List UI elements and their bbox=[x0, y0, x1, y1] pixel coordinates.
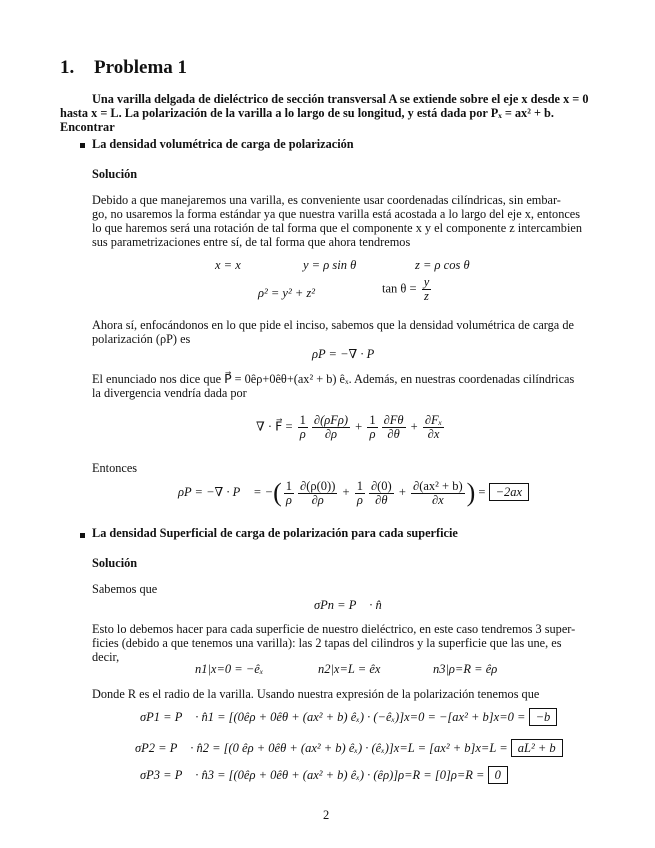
eq-z: z = ρ cos θ bbox=[415, 258, 470, 272]
eq-final-c bbox=[355, 480, 365, 507]
eq-div-t1 bbox=[298, 414, 308, 441]
item1-para1-line3: lo que haremos será una rotación de tal forma que el componente x y el componente z intercambien bbox=[92, 221, 582, 235]
item2-heading: La densidad Superficial de carga de polarización para cada superficie bbox=[92, 526, 458, 540]
eq-tan-num: y bbox=[423, 275, 430, 289]
section-number: 1. bbox=[60, 57, 75, 78]
section-title: Problema 1 bbox=[94, 57, 188, 78]
eq-final-d-num: ∂(0) bbox=[370, 478, 392, 493]
intro-line-1: Una varilla delgada de dieléctrico de sección transversal A se extiende sobre el eje x desde x = 0 bbox=[92, 92, 589, 106]
eq-final-b-num: ∂(ρ(0)) bbox=[300, 478, 336, 493]
section-heading bbox=[60, 57, 187, 79]
item2-para1-line1: Esto lo debemos hacer para cada superficie de nuestro dieléctrico, en este caso tendremos 3 super- bbox=[92, 622, 576, 636]
eq-n2: n2|x=L = êx bbox=[318, 662, 381, 676]
eq-div-lhs: ∇ · F⃗ = bbox=[256, 419, 293, 434]
result-box-rhoP: −2ax bbox=[489, 483, 529, 501]
eq-final-e-num: ∂(ax² + b) bbox=[413, 478, 463, 493]
eq-div-t1-num: 1 bbox=[299, 413, 306, 427]
eq-div-t2b-num: ∂Fθ bbox=[383, 413, 404, 427]
result-box-sigma3: 0 bbox=[488, 766, 508, 784]
eq-div-t3-num: ∂Fₓ bbox=[424, 413, 443, 427]
entonces-label: Entonces bbox=[92, 461, 138, 475]
eq-sigma2 bbox=[135, 741, 563, 756]
eq-final-c-num: 1 bbox=[356, 478, 363, 493]
eq-rhoP-final: ρP = −∇ · P⃗ = −( $\frac{1}{\rho}$ $\frac{\partial(\rho(0))}{\partial\rho}$ + $\frac{1}{\rho}$ $\frac{\partial(0)}{\partial\theta}$ + $\frac{\text{∂(ax² + b)}}{\partial x}$ ) = −2ax bbox=[178, 478, 529, 508]
eq-final-a bbox=[284, 480, 294, 507]
result-box-sigma1: −b bbox=[529, 708, 558, 726]
bullet-icon bbox=[80, 143, 85, 148]
intro-line-3: Encontrar bbox=[60, 120, 115, 134]
eq-rho: ρ² = y² + z² bbox=[258, 286, 316, 300]
eq-final-lhs: ρP = −∇ · P⃗ = − bbox=[178, 484, 274, 499]
eq-sigma3 bbox=[140, 768, 508, 783]
item2-para2: Donde R es el radio de la varilla. Usando nuestra expresión de la polarización tenemos que bbox=[92, 687, 540, 701]
item1-para3-line1: El enunciado nos dice que P⃗ = 0êρ+0êθ+(ax² + b) êₓ. Además, en nuestras coordenadas cilíndricas bbox=[92, 372, 575, 386]
item1-para1-line1: Debido a que manejaremos una varilla, es conveniente usar coordenadas cilíndricas, sin embar- bbox=[92, 193, 561, 207]
result-box-sigma2: aL² + b bbox=[511, 739, 563, 757]
eq-sigma3-text: σP3 = P⃗ · n̂3 = [(0êρ + 0êθ + (ax² + b) êₓ) · (êρ)]ρ=R = [0]ρ=R = bbox=[140, 768, 485, 782]
eq-final-e bbox=[411, 480, 465, 507]
item1-para1-line2: go, no usaremos la forma estándar ya que nuestra varilla está acostada a lo largo del eje x, entonces bbox=[92, 207, 581, 221]
eq-final-a-den: ρ bbox=[284, 493, 294, 507]
eq-tan-lhs: tan θ = bbox=[382, 281, 417, 296]
eq-div-t1b-den: ∂ρ bbox=[312, 427, 350, 441]
eq-final-d-den: ∂θ bbox=[369, 493, 394, 507]
eq-div-t2b-den: ∂θ bbox=[382, 427, 406, 441]
eq-n1: n1|x=0 = −êₓ bbox=[195, 662, 264, 676]
item1-para2-line2: polarización (ρP) es bbox=[92, 332, 191, 346]
eq-div-t1-den: ρ bbox=[298, 427, 308, 441]
eq-div-t2-num: 1 bbox=[369, 413, 376, 427]
eq-final-e-den: ∂x bbox=[411, 493, 465, 507]
page-number: 2 bbox=[323, 808, 330, 822]
eq-tan-frac bbox=[422, 276, 432, 303]
eq-divergence: ∇ · F⃗ = $\frac{1}{\rho}$ $\frac{\text{∂(ρFρ)}}{\partial\rho}$ + $\frac{1}{\rho}$ $\frac{\partial F\theta}{\partial\theta}$ + $\frac{\text{∂Fₓ}}{\partial x}$ bbox=[256, 413, 443, 441]
eq-div-t2b bbox=[382, 414, 406, 441]
eq-div-t1b bbox=[312, 414, 350, 441]
eq-x: x = x bbox=[215, 258, 241, 272]
item1-heading: La densidad volumétrica de carga de polarización bbox=[92, 137, 354, 151]
eq-final-c-den: ρ bbox=[355, 493, 365, 507]
item1-solution-label: Solución bbox=[92, 167, 138, 181]
eq-sigma1-text: σP1 = P⃗ · n̂1 = [(0êρ + 0êθ + (ax² + b) êₓ) · (−êₓ)]x=0 = −[ax² + b]x=0 = bbox=[140, 710, 526, 724]
item2-solution-label: Solución bbox=[92, 556, 138, 570]
paren-close-icon: ) bbox=[466, 478, 476, 507]
intro-line-2: hasta x = L. La polarización de la varilla a lo largo de su longitud, y está dada por Pₓ = ax² + b. bbox=[60, 106, 554, 120]
eq-div-t3 bbox=[423, 414, 444, 441]
eq-rhoP: ρP = −∇ · P⃗ bbox=[312, 347, 384, 361]
eq-tan bbox=[382, 276, 433, 303]
eq-final-b bbox=[298, 480, 337, 507]
eq-div-t2 bbox=[367, 414, 377, 441]
eq-y: y = ρ sin θ bbox=[303, 258, 357, 272]
eq-div-t2-den: ρ bbox=[367, 427, 377, 441]
item1-para2-line1: Ahora sí, enfocándonos en lo que pide el inciso, sabemos que la densidad volumétrica de carga de bbox=[92, 318, 574, 332]
eq-n3: n3|ρ=R = êρ bbox=[433, 662, 498, 676]
eq-sigma: σPn = P⃗ · n̂ bbox=[314, 598, 382, 612]
eq-div-t3-den: ∂x bbox=[423, 427, 444, 441]
eq-final-d bbox=[369, 480, 394, 507]
sabemos-label: Sabemos que bbox=[92, 582, 158, 596]
item1-para1-line4: sus parametrizaciones entre sí, de tal forma que ahora tendremos bbox=[92, 235, 411, 249]
item2-para1-line2: ficies (debido a que tenemos una varilla): las 2 tapas del cilindros y la superficie que las une, es bbox=[92, 636, 562, 650]
item1-para3-line2: la divergencia vendría dada por bbox=[92, 386, 247, 400]
eq-sigma2-text: σP2 = P⃗ · n̂2 = [(0 êρ + 0êθ + (ax² + b) êₓ) · (êₓ)]x=L = [ax² + b]x=L = bbox=[135, 741, 508, 755]
bullet-icon bbox=[80, 533, 85, 538]
eq-final-a-num: 1 bbox=[285, 478, 293, 493]
eq-div-t1b-num: ∂(ρFρ) bbox=[313, 413, 349, 427]
paren-open-icon: ( bbox=[273, 478, 282, 507]
eq-final-b-den: ∂ρ bbox=[298, 493, 337, 507]
eq-sigma1 bbox=[140, 710, 557, 725]
item2-para1-line3: decir, bbox=[92, 650, 120, 664]
eq-tan-den: z bbox=[422, 289, 432, 303]
